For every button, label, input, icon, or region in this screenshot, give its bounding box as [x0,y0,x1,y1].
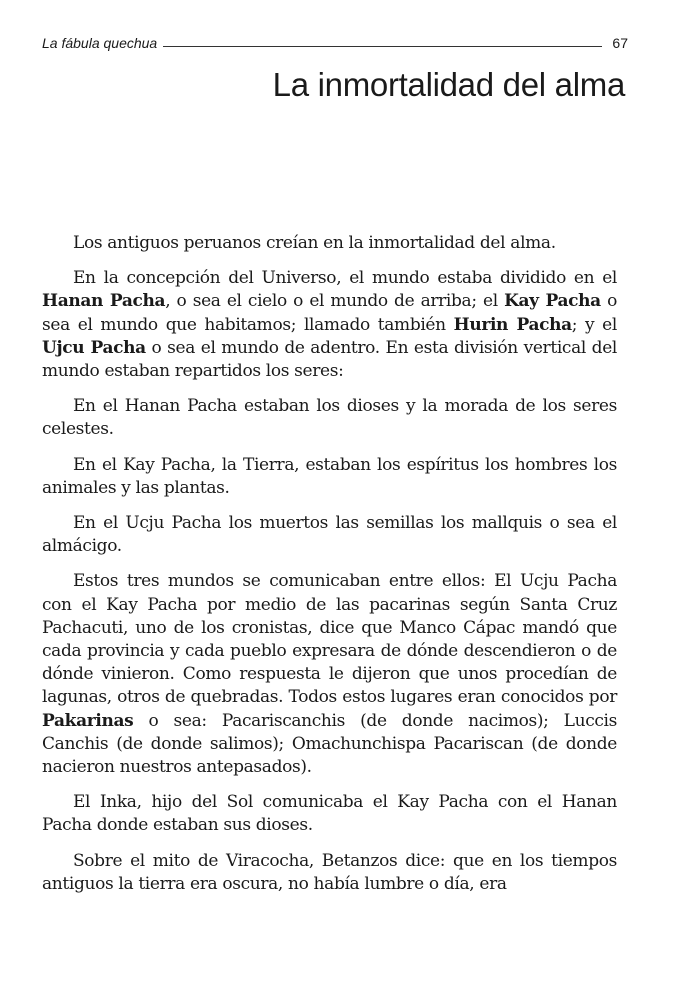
bold-term: Pakarinas [42,710,134,731]
text-run: En el Hanan Pacha estaban los dioses y la morada de los seres celestes. [42,396,617,440]
paragraph [42,454,617,500]
paragraph [42,232,617,255]
bold-term: Ujcu Pacha [42,337,146,358]
text-run: o sea el mundo que habitamos; llamado también [42,291,617,335]
text-run: Sobre el mito de Viracocha, Betanzos dice: que en los tiempos antiguos la tierra era oscura, no había lumbre o día, era [42,850,617,894]
chapter-title: La inmortalidad del alma [272,66,625,103]
paragraph [42,512,617,558]
book-title: La fábula quechua [42,35,158,51]
text-run: o sea el mundo de adentro. En esta división vertical del mundo estaban repartidos los seres: [42,337,617,382]
paragraph [42,395,617,441]
bold-term: Hanan Pacha [42,291,166,312]
text-run: En la concepción del Universo, el mundo estaba dividido en el [73,268,617,289]
bold-term: Kay Pacha [504,291,601,312]
paragraph [42,791,617,837]
page-number: 67 [612,35,628,51]
bold-term: Hurin Pacha [453,314,572,335]
text-run: Estos tres mundos se comunicaban entre ellos: El Ucju Pacha con el Kay Pacha por medio de las pacarinas según Santa Cruz Pachacuti, uno de los cronistas, dice que Manco Cápac mandó que cada provincia y cada pueblo expresara de dónde descendieron o de dónde vinieron. Como respuesta le dijeron que unos procedían de lagunas, otros de quebradas. Todos estos lugares eran conocidos por [42,571,617,708]
text-run: Los antiguos peruanos creían en la inmortalidad del alma. [73,233,556,253]
text-run: En el Ucju Pacha los muertos las semillas los mallquis o sea el almácigo. [42,513,617,557]
text-run: , o sea el cielo o el mundo de arriba; el [165,291,505,312]
running-head [42,33,628,53]
text-run: El Inka, hijo del Sol comunicaba el Kay Pacha con el Hanan Pacha donde estaban sus dioses. [42,792,617,836]
paragraph [42,267,617,383]
body-text [42,232,617,908]
paragraph [42,570,617,779]
text-run: o sea: Pacariscanchis (de donde nacimos); Luccis Canchis (de donde salimos); Omachunchispa Pacariscan (de donde nacieron nuestros antepasados). [42,710,617,778]
text-run: En el Kay Pacha, la Tierra, estaban los espíritus los hombres los animales y las plantas. [42,454,617,498]
header-rule [163,46,602,47]
text-run: ; y el [571,314,617,335]
paragraph [42,850,617,896]
